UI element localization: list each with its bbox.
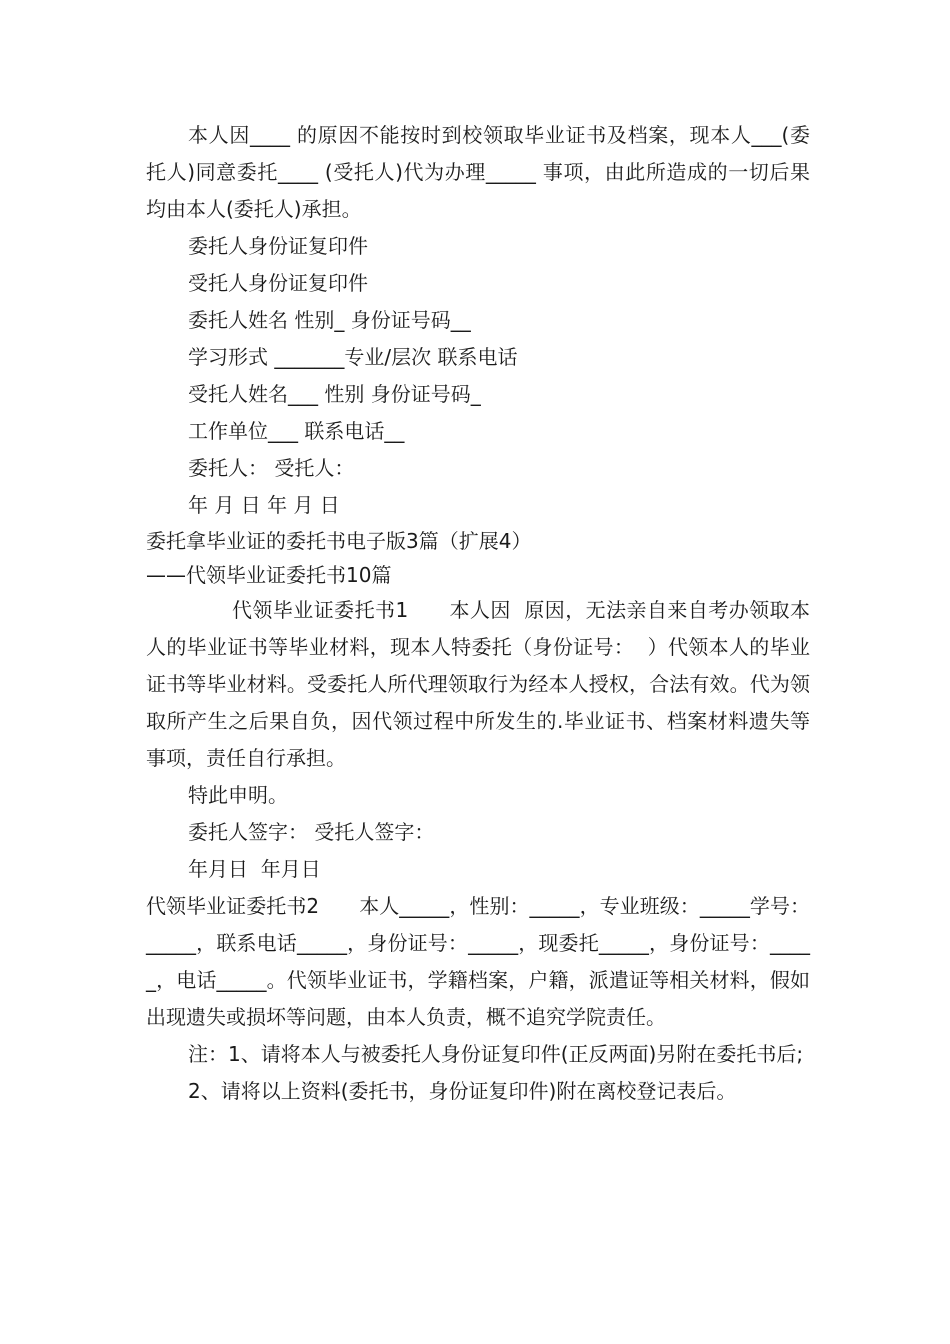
paragraph-work-info: 工作单位___ 联系电话__ xyxy=(188,419,405,443)
paragraph-signatures-2: 委托人签字： 受托人签字： xyxy=(188,820,435,844)
paragraph-letter-2: 代领毕业证委托书2 本人_____，性别：_____，专业班级：_____学号：_____，联系电话_____，身份证号：_____，现委托_____，身份证号：_____，电话_____。代领毕业证书，学籍档案，户籍，派遣证等相关材料，假如出现遗失或损坏等问题，由本人负责，概不追究学院责任。 xyxy=(146,894,810,1029)
paragraph-study-info: 学习形式 _______专业/层次 联系电话 xyxy=(188,345,518,369)
section-subtitle: ——代领毕业证委托书10篇 xyxy=(146,563,392,587)
paragraph-agent-id-copy: 受托人身份证复印件 xyxy=(188,271,368,295)
paragraph-dates-2: 年月日 年月日 xyxy=(188,857,321,881)
paragraph-declaration: 特此申明。 xyxy=(188,783,288,807)
paragraph-note-2: 2、请将以上资料(委托书，身份证复印件)附在离校登记表后。 xyxy=(188,1079,737,1103)
paragraph-agent-info: 受托人姓名___ 性别 身份证号码_ xyxy=(188,382,481,406)
section-title: 委托拿毕业证的委托书电子版3篇（扩展4） xyxy=(146,529,532,553)
paragraph-principal-info: 委托人姓名 性别_ 身份证号码__ xyxy=(188,308,471,332)
document-body xyxy=(146,117,810,1110)
paragraph-note-1: 注：1、请将本人与被委托人身份证复印件(正反两面)另附在委托书后; xyxy=(188,1042,804,1066)
paragraph-dates: 年 月 日 年 月 日 xyxy=(188,493,340,517)
paragraph-authorization-statement: 本人因____ 的原因不能按时到校领取毕业证书及档案，现本人___(委托人)同意委托____ (受托人)代为办理_____ 事项，由此所造成的一切后果均由本人(委托人)承担。 xyxy=(146,123,810,221)
paragraph-principal-id-copy: 委托人身份证复印件 xyxy=(188,234,368,258)
paragraph-signatures: 委托人： 受托人： xyxy=(188,456,355,480)
paragraph-letter-1: 代领毕业证委托书1 本人因 原因，无法亲自来自考办领取本人的毕业证书等毕业材料，现本人特委托（身份证号： ）代领本人的毕业证书等毕业材料。受委托人所代理领取行为经本人授权，合法有效。代为领取所产生之后果自负，因代领过程中所发生的.毕业证书、档案材料遗失等事项，责任自行承担。 xyxy=(146,598,810,770)
